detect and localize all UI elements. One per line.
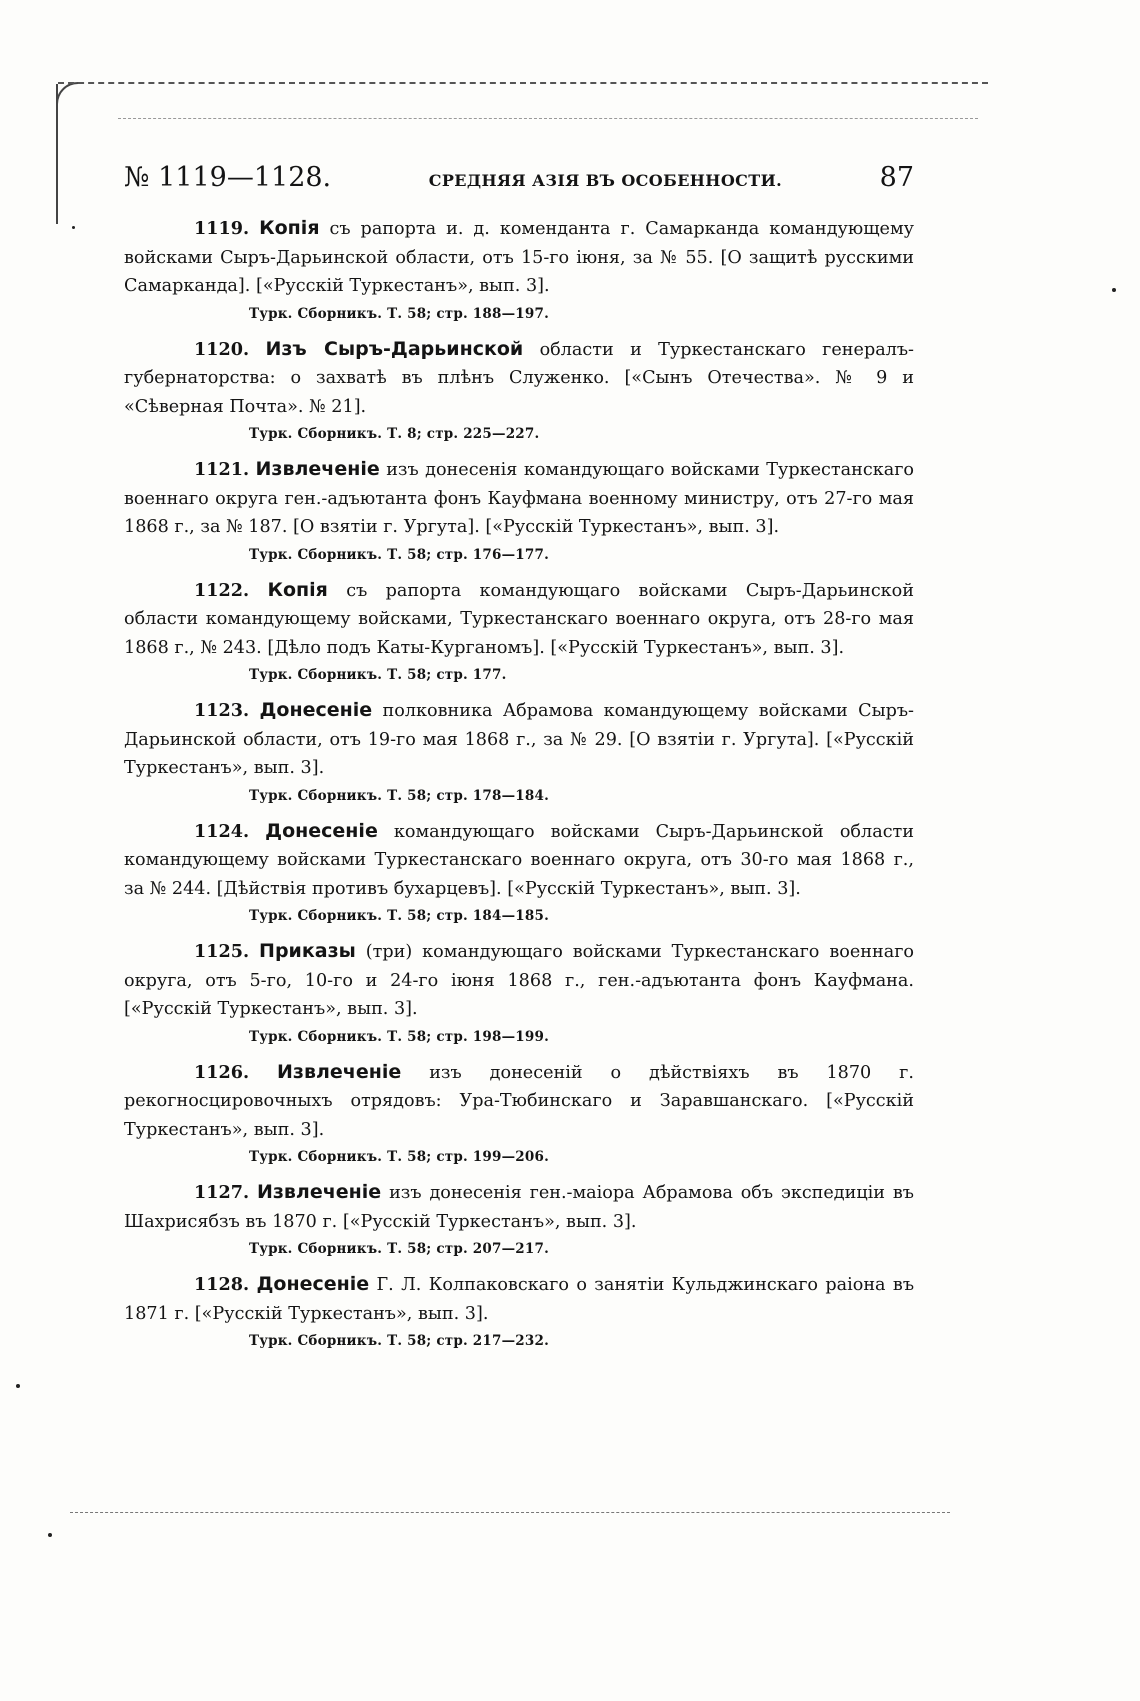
- entry: [124, 937, 914, 1048]
- entry-reference: Турк. Сборникъ. Т. 58; стр. 177.: [249, 667, 507, 683]
- entry-number: 1119.: [194, 218, 250, 239]
- entry-keyword: Копія: [267, 578, 328, 601]
- entry-reference: Турк. Сборникъ. Т. 58; стр. 207—217.: [249, 1241, 549, 1257]
- entry-body: изъ донесеній о дѣйствіяхъ въ 1870 г. рекогносцировочныхъ отрядовъ: Ура-Тюбинскаго и Заравшанскаго. [«Русскій Туркестанъ», вып. 3].: [124, 1062, 914, 1140]
- entry-text: [124, 1178, 914, 1236]
- entry: [124, 335, 914, 446]
- entry-reference: Турк. Сборникъ. Т. 58; стр. 176—177.: [249, 546, 549, 563]
- entry-list: [124, 214, 914, 1362]
- entry-keyword: Копія: [259, 217, 320, 239]
- entry-reference: Турк. Сборникъ. Т. 58; стр. 184—185.: [249, 908, 549, 924]
- entry-body: съ рапорта командующаго войсками Сыръ-Дарьинской области командующему войсками, Туркестанскаго военнаго округа, отъ 28-го мая 1868 г., № 243. [Дѣло подъ Каты-Курганомъ]. [«Русскій Туркестанъ», вып. 3].: [124, 580, 914, 658]
- entry-body: изъ донесенія ген.-маіора Абрамова объ экспедиціи въ Шахрисябзъ въ 1870 г. [«Русскій Туркестанъ», вып. 3].: [124, 1183, 914, 1232]
- entry-keyword: Изъ Сыръ-Дарьинской: [265, 337, 524, 360]
- entry-body: командующаго войсками Сыръ-Дарьинской области командующему войсками Туркестанскаго военнаго округа, отъ 30-го мая 1868 г., за № 244. [Дѣйствія противъ бухарцевъ]. [«Русскій Туркестанъ», вып. 3].: [124, 821, 915, 899]
- entry-keyword: Донесеніе: [256, 1273, 370, 1295]
- entry-keyword: Извлеченіе: [256, 1181, 382, 1203]
- entry-number: 1124.: [194, 820, 250, 842]
- entry-body: области и Туркестанскаго генералъ-губернаторства: о захватѣ въ плѣнъ Служенко. [«Сынъ Отечества». № 9 и «Сѣверная Почта». № 21].: [124, 339, 915, 417]
- entry: [124, 817, 914, 928]
- entry-keyword: Приказы: [259, 940, 356, 962]
- entry-reference: Турк. Сборникъ. Т. 58; стр. 188—197.: [249, 305, 549, 322]
- entry-keyword: Донесеніе: [259, 699, 373, 721]
- page-frame-sub-line: [118, 118, 978, 119]
- print-speck: [16, 1384, 20, 1388]
- entry-body: Г. Л. Колпаковскаго о занятіи Кульджинскаго раіона въ 1871 г. [«Русскій Туркестанъ», вып. 3].: [124, 1275, 915, 1324]
- entry: [124, 1270, 914, 1352]
- page-frame-bottom: [70, 1512, 950, 1513]
- entry-text: [124, 455, 914, 542]
- entry-number: 1122.: [194, 579, 250, 601]
- entry-text: [124, 335, 914, 422]
- entry-range: № 1119—1128.: [124, 162, 332, 193]
- entry: [124, 576, 914, 687]
- entry-number: 1123.: [194, 700, 250, 721]
- entry: [124, 455, 914, 566]
- entry-text: [124, 576, 914, 663]
- entry: [124, 1178, 914, 1260]
- entry-text: [124, 696, 914, 783]
- entry-reference: Турк. Сборникъ. Т. 58; стр. 199—206.: [249, 1149, 549, 1165]
- entry-number: 1128.: [194, 1274, 250, 1295]
- entry-number: 1121.: [194, 459, 250, 480]
- section-title: СРЕДНЯЯ АЗІЯ ВЪ ОСОБЕННОСТИ.: [428, 171, 783, 190]
- entry-keyword: Донесеніе: [265, 819, 378, 842]
- entry-number: 1125.: [194, 941, 250, 962]
- entry-keyword: Извлеченіе: [277, 1060, 402, 1083]
- entry-reference: Турк. Сборникъ. Т. 58; стр. 178—184.: [249, 787, 549, 804]
- entry: [124, 696, 914, 807]
- print-speck: [72, 226, 75, 229]
- entry-text: [124, 1058, 914, 1145]
- entry-body: изъ донесенія командующаго войсками Туркестанскаго военнаго округа ген.-адъютанта фонъ Кауфмана военному министру, отъ 27-го мая 1868 г., за № 187. [О взятіи г. Ургута]. [«Русскій Туркестанъ», вып. 3].: [124, 460, 915, 537]
- entry-keyword: Извлеченіе: [255, 458, 380, 480]
- entry-number: 1126.: [194, 1061, 250, 1083]
- entry-body: полковника Абрамова командующему войсками Сыръ-Дарьинской области, отъ 19-го мая 1868 г., за № 29. [О взятіи г. Ургута]. [«Русскій Туркестанъ», вып. 3].: [124, 701, 914, 778]
- entry-text: [124, 937, 914, 1024]
- print-speck: [48, 1533, 52, 1537]
- entry: [124, 1058, 914, 1169]
- entry-body: (три) командующаго войсками Туркестанскаго военнаго округа, отъ 5-го, 10-го и 24-го іюня 1868 г., ген.-адъютанта фонъ Кауфмана. [«Русскій Туркестанъ», вып. 3].: [124, 942, 914, 1019]
- entry-text: [124, 214, 914, 301]
- entry-number: 1120.: [194, 338, 250, 360]
- entry-body: съ рапорта и. д. коменданта г. Самарканда командующему войсками Сыръ-Дарьинской области, отъ 15-го іюня, за № 55. [О защитѣ русскими Самарканда]. [«Русскій Туркестанъ», вып. 3].: [124, 219, 914, 296]
- page-header: [124, 162, 914, 202]
- page-number: 87: [879, 162, 914, 193]
- print-speck: [1112, 288, 1116, 292]
- entry-text: [124, 1270, 914, 1328]
- entry: [124, 214, 914, 325]
- entry-reference: Турк. Сборникъ. Т. 8; стр. 225—227.: [249, 426, 540, 442]
- entry-reference: Турк. Сборникъ. Т. 58; стр. 217—232.: [249, 1333, 549, 1349]
- entry-reference: Турк. Сборникъ. Т. 58; стр. 198—199.: [249, 1028, 549, 1045]
- entry-number: 1127.: [194, 1182, 250, 1203]
- entry-text: [124, 817, 914, 904]
- page-frame-corner: [56, 82, 82, 108]
- page-frame-top: [58, 82, 988, 84]
- page-frame-left: [56, 84, 58, 224]
